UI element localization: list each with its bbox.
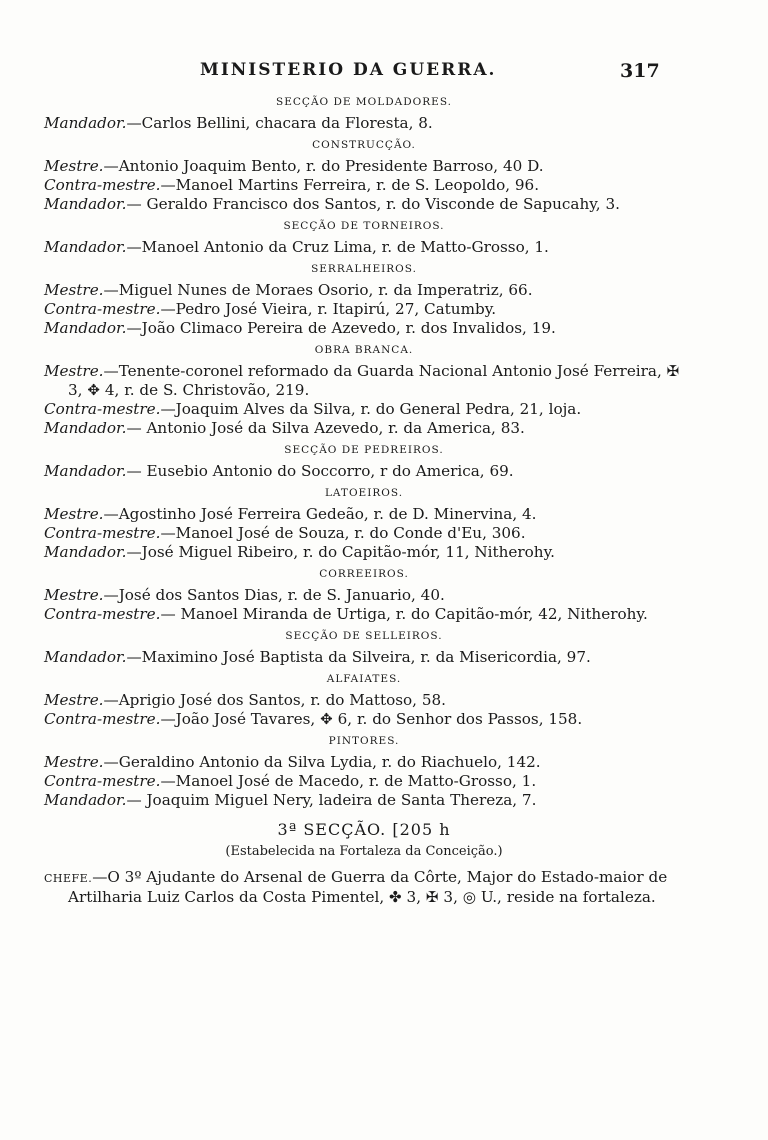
- staff-entry: [44, 524, 684, 543]
- section-heading: CONSTRUCÇÃO.: [312, 139, 416, 151]
- entry-text: —Miguel Nunes de Moraes Osorio, r. da Imperatriz, 66.: [103, 281, 533, 299]
- staff-entry: [44, 505, 684, 524]
- entry-text: — Joaquim Miguel Nery, ladeira de Santa Thereza, 7.: [126, 791, 537, 809]
- staff-entry: [44, 176, 684, 195]
- entry-role: Mestre.: [44, 691, 104, 709]
- entry-text: —Antonio Joaquim Bento, r. do Presidente Barroso, 40 D.: [103, 157, 544, 175]
- entry-text: —Manoel José de Macedo, r. de Matto-Grosso, 1.: [160, 772, 537, 790]
- entry-role: Mandador.: [44, 195, 127, 213]
- entry-text: — Manoel Miranda de Urtiga, r. do Capitão-mór, 42, Nitherohy.: [160, 605, 648, 623]
- entry-text: — Antonio José da Silva Azevedo, r. da America, 83.: [126, 419, 525, 437]
- staff-entry: [44, 238, 684, 257]
- chief-entry: [44, 868, 684, 907]
- entry-role: Mestre.: [44, 281, 104, 299]
- staff-entry: [44, 400, 684, 419]
- chief-label: CHEFE.: [44, 872, 93, 885]
- subsection-title: 3ª SECÇÃO. [205 h: [277, 820, 451, 839]
- entry-text: — Geraldo Francisco dos Santos, r. do Visconde de Sapucahy, 3.: [126, 195, 620, 213]
- entry-text: —Tenente-coronel reformado da Guarda Nacional Antonio José Ferreira, ✠ 3, ✥ 4, r. de S. Christovão, 219.: [68, 362, 680, 399]
- section-heading: SERRALHEIROS.: [311, 263, 417, 275]
- entry-role: Mandador.: [44, 238, 127, 256]
- entry-text: —José dos Santos Dias, r. de S. Januario, 40.: [103, 586, 445, 604]
- entry-role: Mandador.: [44, 319, 127, 337]
- entry-role: Mandador.: [44, 791, 127, 809]
- staff-entry: [44, 691, 684, 710]
- section-heading: SECÇÃO DE MOLDADORES.: [276, 96, 452, 108]
- subsection-note: (Estabelecida na Fortaleza da Conceição.): [225, 844, 503, 859]
- entry-role: Contra-mestre.: [44, 400, 161, 418]
- page-content: [44, 90, 684, 907]
- entry-text: —Agostinho José Ferreira Gedeão, r. de D. Minervina, 4.: [103, 505, 537, 523]
- page-number: 317: [620, 60, 660, 82]
- entry-role: Contra-mestre.: [44, 176, 161, 194]
- entry-text: —João Climaco Pereira de Azevedo, r. dos Invalidos, 19.: [126, 319, 556, 337]
- staff-entry: [44, 362, 684, 400]
- entry-text: —Maximino José Baptista da Silveira, r. da Misericordia, 97.: [126, 648, 591, 666]
- section-list: [44, 92, 684, 810]
- entry-role: Contra-mestre.: [44, 605, 161, 623]
- entry-role: Mandador.: [44, 462, 127, 480]
- entry-text: —Geraldino Antonio da Silva Lydia, r. do Riachuelo, 142.: [103, 753, 541, 771]
- staff-entry: [44, 157, 684, 176]
- entry-role: Contra-mestre.: [44, 300, 161, 318]
- staff-entry: [44, 710, 684, 729]
- entry-text: —João José Tavares, ✥ 6, r. do Senhor dos Passos, 158.: [160, 710, 583, 728]
- section-heading: SECÇÃO DE TORNEIROS.: [283, 220, 445, 232]
- entry-text: —José Miguel Ribeiro, r. do Capitão-mór, 11, Nitherohy.: [126, 543, 555, 561]
- entry-text: —Aprigio José dos Santos, r. do Mattoso, 58.: [103, 691, 446, 709]
- staff-entry: [44, 772, 684, 791]
- entry-text: —Carlos Bellini, chacara da Floresta, 8.: [126, 114, 433, 132]
- page-header: [0, 60, 768, 84]
- staff-entry: [44, 195, 684, 214]
- entry-role: Mestre.: [44, 157, 104, 175]
- entry-role: Mestre.: [44, 753, 104, 771]
- entry-role: Contra-mestre.: [44, 524, 161, 542]
- section-heading: PINTORES.: [328, 735, 400, 747]
- staff-entry: [44, 605, 684, 624]
- staff-entry: [44, 753, 684, 772]
- staff-entry: [44, 281, 684, 300]
- staff-entry: [44, 543, 684, 562]
- entry-text: — Eusebio Antonio do Soccorro, r do America, 69.: [126, 462, 514, 480]
- entry-role: Contra-mestre.: [44, 710, 161, 728]
- section-heading: OBRA BRANCA.: [314, 344, 414, 356]
- entry-role: Mestre.: [44, 362, 104, 380]
- section-heading: SECÇÃO DE SELLEIROS.: [285, 630, 443, 642]
- staff-entry: [44, 462, 684, 481]
- entry-role: Mestre.: [44, 505, 104, 523]
- staff-entry: [44, 114, 684, 133]
- entry-text: —Pedro José Vieira, r. Itapirú, 27, Catumby.: [160, 300, 497, 318]
- entry-text: —Manoel José de Souza, r. do Conde d'Eu, 306.: [160, 524, 526, 542]
- section-heading: SECÇÃO DE PEDREIROS.: [284, 444, 444, 456]
- section-heading: ALFAIATES.: [326, 673, 402, 685]
- staff-entry: [44, 319, 684, 338]
- entry-role: Mandador.: [44, 114, 127, 132]
- entry-role: Mestre.: [44, 586, 104, 604]
- entry-text: —Joaquim Alves da Silva, r. do General Pedra, 21, loja.: [160, 400, 582, 418]
- staff-entry: [44, 648, 684, 667]
- entry-text: —Manoel Martins Ferreira, r. de S. Leopoldo, 96.: [160, 176, 540, 194]
- section-heading: CORREEIROS.: [319, 568, 409, 580]
- staff-entry: [44, 300, 684, 319]
- section-heading: LATOEIROS.: [324, 487, 404, 499]
- staff-entry: [44, 791, 684, 810]
- entry-role: Mandador.: [44, 648, 127, 666]
- staff-entry: [44, 419, 684, 438]
- page-title: MINISTERIO DA GUERRA.: [200, 60, 497, 80]
- staff-entry: [44, 586, 684, 605]
- chief-text: —O 3º Ajudante do Arsenal de Guerra da Côrte, Major do Estado-maior de Artilharia Luiz Carlos da Costa Pimentel, ✤ 3, ✠ 3, ◎ U., reside na fortaleza.: [68, 868, 668, 906]
- entry-role: Contra-mestre.: [44, 772, 161, 790]
- entry-role: Mandador.: [44, 419, 127, 437]
- entry-text: —Manoel Antonio da Cruz Lima, r. de Matto-Grosso, 1.: [126, 238, 549, 256]
- entry-role: Mandador.: [44, 543, 127, 561]
